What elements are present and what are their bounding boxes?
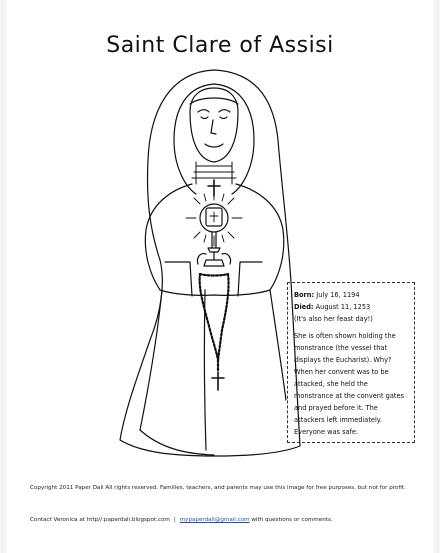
- born-value: July 16, 1194: [316, 291, 360, 299]
- saint-info-box: [287, 282, 415, 443]
- died-value: August 11, 1253: [315, 303, 371, 311]
- face-outline: [190, 88, 238, 162]
- contact-suffix: with questions or comments.: [251, 517, 333, 523]
- feast-note: (It's also her feast day!): [294, 315, 373, 323]
- monstrance-cross: [208, 180, 220, 196]
- page-title: Saint Clare of Assisi: [106, 33, 334, 58]
- born-label: Born:: [294, 291, 315, 299]
- contact-line: [30, 515, 420, 526]
- contact-prefix: Contact Veronica at http//:paperdali.blogspot.com: [30, 517, 170, 523]
- email-link[interactable]: mypaperdali@gmail.com: [179, 517, 250, 523]
- copyright-notice: Copyright 2011 Paper Dali All rights reserved. Families, teachers, and parents may use this image for free purposes, but not for profit.: [30, 485, 406, 491]
- habit-outline: [140, 290, 286, 430]
- veil-outline: [120, 70, 300, 456]
- died-line: [294, 301, 409, 313]
- born-line: [294, 289, 409, 301]
- story-text: She is often shown holding the monstrance (the vessel that displays the Eucharist). Why? When her convent was to be attacked, she held the monstrance at the convent gates and prayed before it. The attackers left immediately. Everyone was safe.: [294, 332, 404, 436]
- rosary-cross: [212, 372, 224, 390]
- contact-separator: |: [173, 517, 176, 523]
- died-label: Died:: [294, 303, 314, 311]
- cape-outline: [145, 184, 283, 295]
